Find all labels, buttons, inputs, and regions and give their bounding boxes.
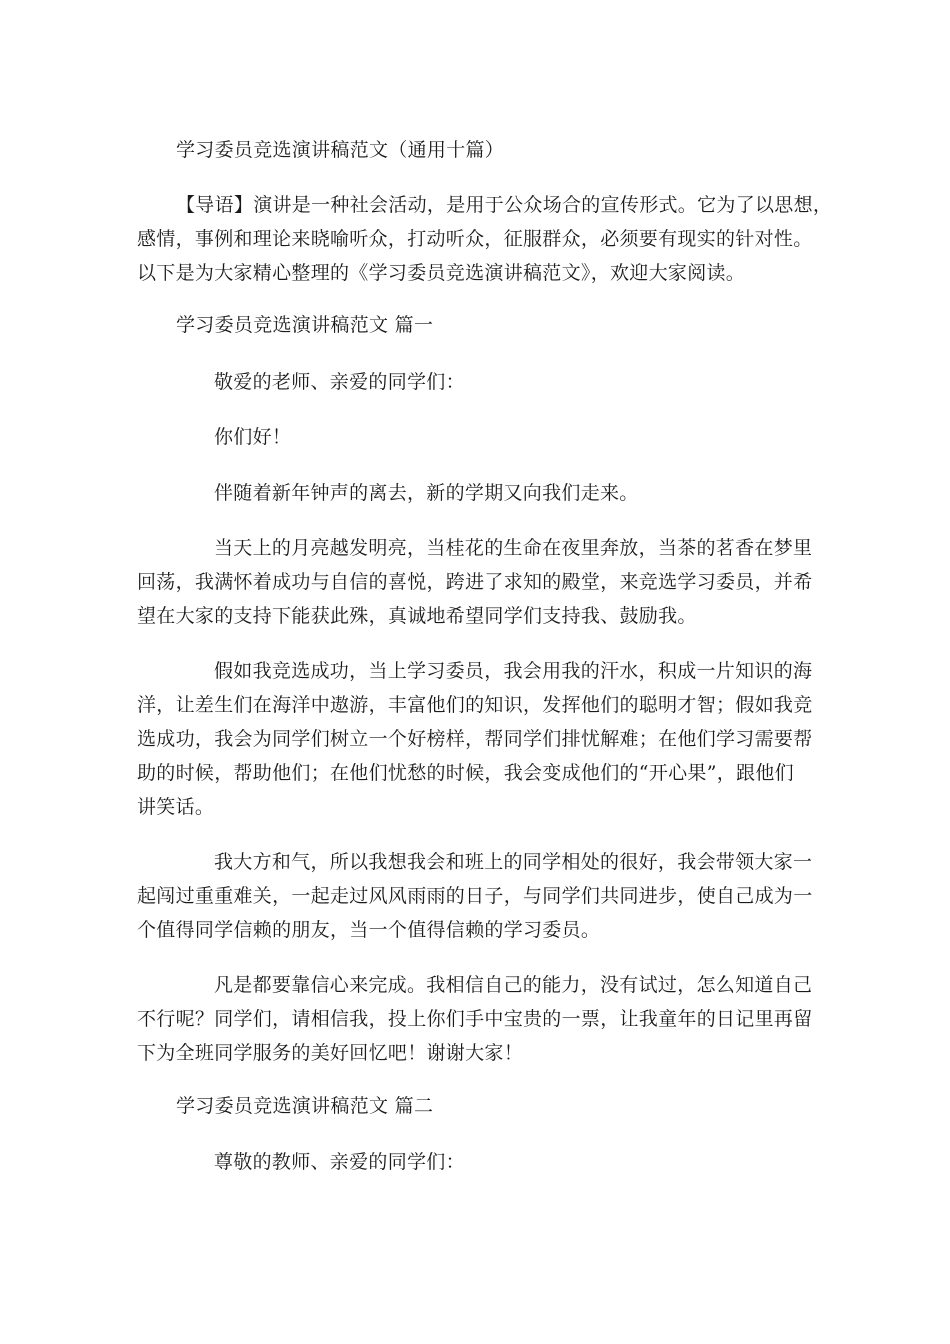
paragraph-3-line-3: 选成功，我会为同学们树立一个好榜样，帮同学们排忧解难；在他们学习需要帮 [137, 728, 813, 750]
paragraph-2-line-1: 当天上的月亮越发明亮，当桂花的生命在夜里奔放，当茶的茗香在梦里 [214, 537, 813, 559]
paragraph-2-line-3: 望在大家的支持下能获此殊，真诚地希望同学们支持我、鼓励我。 [137, 605, 697, 627]
paragraph-5-line-2: 不行呢？同学们，请相信我，投上你们手中宝贵的一票，让我童年的日记里再留 [137, 1008, 813, 1030]
paragraph-3-line-2: 洋，让差生们在海洋中遨游，丰富他们的知识，发挥他们的聪明才智；假如我竞 [137, 694, 813, 716]
intro-line-3: 以下是为大家精心整理的《学习委员竞选演讲稿范文》，欢迎大家阅读。 [137, 262, 746, 284]
paragraph-4-line-2: 起闯过重重难关，一起走过风风雨雨的日子，与同学们共同进步，使自己成为一 [137, 885, 813, 907]
section-heading-1: 学习委员竞选演讲稿范文 篇一 [176, 314, 434, 336]
greeting-1: 敬爱的老师、亲爱的同学们： [214, 371, 465, 393]
paragraph-4-line-3: 个值得同学信赖的朋友，当一个值得信赖的学习委员。 [137, 919, 601, 941]
hello-line: 你们好！ [214, 426, 292, 448]
section-heading-2: 学习委员竞选演讲稿范文 篇二 [176, 1095, 434, 1117]
paragraph-1: 伴随着新年钟声的离去，新的学期又向我们走来。 [214, 482, 639, 504]
paragraph-3-line-4: 助的时候，帮助他们；在他们忧愁的时候，我会变成他们的“开心果”，跟他们 [137, 762, 794, 784]
intro-line-1: 【导语】演讲是一种社会活动，是用于公众场合的宣传形式。它为了以思想， [176, 194, 833, 216]
paragraph-3-line-5: 讲笑话。 [137, 796, 215, 818]
document-title: 学习委员竞选演讲稿范文（通用十篇） [176, 139, 505, 161]
paragraph-5-line-3: 下为全班同学服务的美好回忆吧！谢谢大家！ [137, 1042, 524, 1064]
greeting-2: 尊敬的教师、亲爱的同学们： [214, 1151, 465, 1173]
paragraph-5-line-1: 凡是都要靠信心来完成。我相信自己的能力，没有试过，怎么知道自己 [214, 974, 813, 996]
intro-line-2: 感情，事例和理论来晓喻听众，打动听众，征服群众，必须要有现实的针对性。 [137, 228, 813, 250]
paragraph-4-line-1: 我大方和气，所以我想我会和班上的同学相处的很好，我会带领大家一 [214, 851, 813, 873]
paragraph-2-line-2: 回荡，我满怀着成功与自信的喜悦，跨进了求知的殿堂，来竞选学习委员，并希 [137, 571, 813, 593]
paragraph-3-line-1: 假如我竞选成功，当上学习委员，我会用我的汗水，积成一片知识的海 [214, 660, 813, 682]
